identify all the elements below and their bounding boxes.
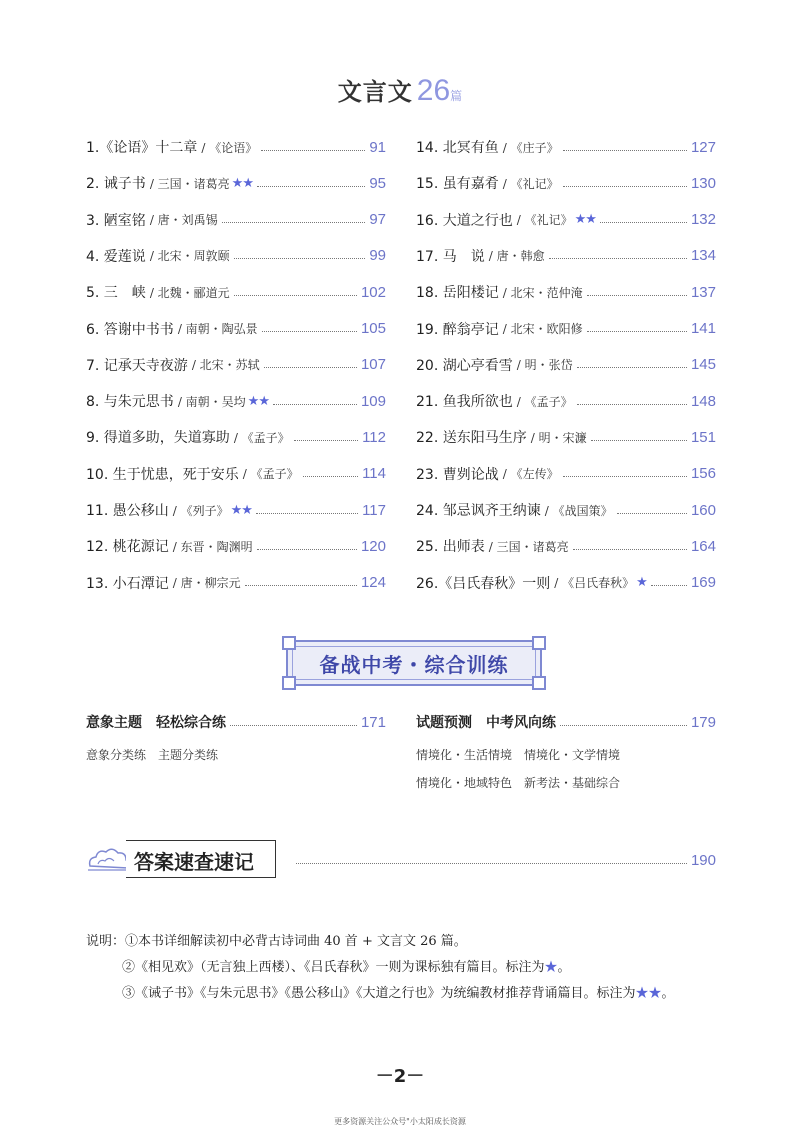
toc-entry[interactable]: [416, 571, 716, 595]
toc-entry-page: 97: [369, 211, 386, 229]
toc-entry-source: / 《列子》: [172, 503, 229, 518]
toc-entry-title: 1.《论语》十二章: [86, 140, 198, 156]
toc-entry[interactable]: [86, 171, 386, 195]
star-icon: ★★: [230, 502, 252, 518]
leader-dots: [587, 295, 687, 296]
footer-text: 更多资源关注公众号"小太阳成长资源: [334, 1117, 466, 1126]
toc-entry-source: / 唐・韩愈: [488, 249, 545, 264]
leader-dots: [296, 863, 687, 864]
title-unit: 篇: [450, 89, 463, 103]
toc-entry-source: / 北宋・周敦颐: [149, 249, 230, 264]
toc-entry-source: / 《孟子》: [242, 467, 299, 482]
toc-entry-source: / 南朝・陶弘景: [177, 322, 258, 336]
section-left-title: 意象主题 轻松综合练: [86, 715, 226, 731]
note-line-3: [122, 982, 675, 1001]
leader-dots: [245, 585, 357, 586]
section-right-page: 179: [690, 713, 716, 731]
toc-entry[interactable]: [416, 317, 716, 341]
section-banner: [286, 640, 542, 686]
leader-dots: [591, 440, 687, 441]
toc-entry-page: 130: [690, 174, 716, 192]
leader-dots: [600, 222, 687, 223]
answer-label: 答案速查速记: [134, 850, 254, 874]
toc-entry[interactable]: [86, 280, 386, 304]
leader-dots: [563, 476, 687, 477]
answer-banner[interactable]: [86, 840, 278, 878]
toc-entry-title: 15. 虽有嘉肴: [416, 176, 499, 193]
section-right-row[interactable]: [416, 710, 716, 734]
toc-entry[interactable]: [86, 571, 386, 595]
toc-entry[interactable]: [416, 498, 716, 522]
toc-entry-title: 7. 记承天寺夜游: [86, 357, 188, 374]
toc-entry[interactable]: [416, 280, 716, 304]
section-right-sub-2: 情境化・地域特色 新考法・基础综合: [416, 776, 621, 790]
toc-entry-title: 24. 邹忌讽齐王纳谏: [416, 503, 541, 519]
toc-entry[interactable]: [416, 534, 716, 558]
toc-entry-page: 95: [369, 174, 386, 192]
leader-dots: [273, 404, 357, 405]
toc-entry-page: 127: [690, 138, 716, 156]
toc-entry-title: 20. 湖心亭看雪: [416, 357, 513, 374]
note-line-3-end: 。: [661, 986, 675, 1001]
toc-entry[interactable]: [416, 353, 716, 377]
title-number: 26: [416, 74, 451, 107]
toc-entry-source: / 《孟子》: [233, 430, 290, 445]
leader-dots: [303, 476, 359, 477]
toc-entry-title: 12. 桃花源记: [86, 539, 169, 556]
toc-entry[interactable]: [416, 425, 716, 449]
toc-entry-page: 169: [690, 574, 716, 592]
leader-dots: [617, 513, 687, 514]
toc-entry-page: 156: [690, 465, 716, 483]
toc-entry-page: 99: [369, 247, 386, 265]
toc-entry-title: 14. 北冥有鱼: [416, 140, 499, 156]
toc-entry[interactable]: [86, 462, 386, 486]
toc-entry-title: 10. 生于忧患，死于安乐: [86, 466, 239, 483]
toc-entry-source: / 《战国策》: [544, 503, 613, 518]
section-left-subs: 意象分类练 主题分类练: [86, 748, 219, 762]
toc-entry-page: 141: [690, 320, 716, 337]
toc-entry-title: 11. 愚公移山: [86, 503, 169, 519]
toc-entry-page: 102: [360, 283, 386, 301]
toc-entry[interactable]: [86, 389, 386, 413]
toc-entry-title: 22. 送东阳马生序: [416, 430, 527, 447]
note-line-3-text: ③《诫子书》《与朱元思书》《愚公移山》《大道之行也》为统编教材推荐背诵篇目。标注为: [122, 986, 636, 1001]
toc-entry-title: 5. 三 峡: [86, 285, 146, 302]
toc-entry-source: / 唐・柳宗元: [172, 576, 241, 591]
toc-entry-title: 25. 出师表: [416, 539, 485, 556]
toc-entry-page: 145: [690, 356, 716, 374]
leader-dots: [577, 367, 687, 368]
answer-page: 190: [690, 851, 716, 869]
toc-entry[interactable]: [86, 534, 386, 558]
leader-dots: [549, 258, 687, 259]
leader-dots: [563, 186, 687, 187]
toc-entry[interactable]: [86, 317, 386, 341]
toc-entry-page: 137: [690, 283, 716, 301]
note-line-2: [122, 956, 571, 975]
title-main: 文言文: [337, 78, 413, 106]
leader-dots: [560, 725, 687, 726]
toc-entry-source: / 《论语》: [201, 140, 258, 155]
toc-entry-page: 105: [360, 320, 386, 337]
toc-entry-page: 107: [360, 356, 386, 374]
toc-entry-source: / 北宋・欧阳修: [502, 322, 583, 336]
toc-entry-title: 13. 小石潭记: [86, 575, 169, 592]
note-line-2-end: 。: [557, 960, 571, 975]
leader-dots: [262, 331, 357, 332]
leader-dots: [261, 150, 365, 151]
toc-entry[interactable]: [416, 171, 716, 195]
leader-dots: [577, 404, 687, 405]
toc-entry-page: 148: [690, 392, 716, 410]
toc-entry-page: 164: [690, 537, 716, 555]
toc-entry-title: 8. 与朱元思书: [86, 394, 174, 411]
leader-dots: [587, 331, 687, 332]
leader-dots: [222, 222, 366, 223]
toc-entry-page: 120: [360, 537, 386, 555]
toc-entry-title: 18. 岳阳楼记: [416, 285, 499, 302]
toc-entry[interactable]: [86, 244, 386, 268]
toc-entry-title: 6. 答谢中书书: [86, 321, 174, 338]
star-icon: ★★: [635, 986, 662, 1001]
toc-entry-source: / 《孟子》: [516, 394, 573, 409]
toc-entry-title: 9. 得道多助，失道寡助: [86, 430, 230, 447]
page-title: [0, 72, 800, 108]
toc-entry[interactable]: [416, 389, 716, 413]
toc-entry[interactable]: [416, 244, 716, 268]
note-line-2-text: ②《相见欢》（无言独上西楼）、《吕氏春秋》一则为课标独有篇目。标注为: [122, 960, 545, 975]
star-icon: ★★: [574, 212, 596, 228]
toc-entry-source: / 明・张岱: [516, 358, 573, 373]
toc-entry-source: / 北宋・苏轼: [191, 358, 260, 373]
toc-entry-title: 21. 鱼我所欲也: [416, 394, 513, 411]
page-number: －2－: [375, 1066, 425, 1087]
toc-entry[interactable]: [86, 353, 386, 377]
leader-dots: [563, 150, 687, 151]
toc-entry[interactable]: [86, 425, 386, 449]
leader-dots: [234, 258, 366, 259]
toc-entry-page: 112: [362, 428, 386, 446]
toc-entry[interactable]: [416, 135, 716, 159]
toc-entry-page: 124: [360, 574, 386, 592]
toc-entry-source: / 南朝・吴均: [177, 394, 246, 409]
answer-row[interactable]: [292, 848, 716, 872]
toc-entry-source: / 《左传》: [502, 467, 559, 482]
section-right-title: 试题预测 中考风向练: [416, 715, 556, 731]
toc-entry-source: / 北宋・范仲淹: [502, 285, 583, 300]
leader-dots: [257, 549, 357, 550]
leader-dots: [264, 367, 357, 368]
toc-entry-source: / 《礼记》: [516, 213, 573, 228]
toc-entry[interactable]: [416, 462, 716, 486]
toc-entry-page: 151: [690, 428, 716, 446]
toc-entry-title: 2. 诫子书: [86, 176, 146, 193]
toc-entry-source: / 三国・诸葛亮: [488, 539, 569, 554]
toc-entry-title: 23. 曹刿论战: [416, 466, 499, 483]
toc-entry-title: 4. 爱莲说: [86, 248, 146, 265]
toc-entry-source: / 三国・诸葛亮: [149, 176, 230, 191]
star-icon: ★★: [247, 393, 269, 409]
leader-dots: [573, 549, 687, 550]
section-left-row[interactable]: [86, 710, 386, 734]
toc-entry-source: / 北魏・郦道元: [149, 285, 230, 300]
banner-title: 备战中考・综合训练: [319, 653, 509, 677]
toc-entry[interactable]: [416, 208, 716, 232]
toc-entry-page: 114: [362, 465, 386, 483]
star-icon: ★★: [231, 175, 253, 191]
toc-entry-source: / 明・宋濂: [530, 430, 587, 445]
toc-entry-title: 19. 醉翁亭记: [416, 321, 499, 338]
toc-entry[interactable]: [86, 498, 386, 522]
toc-entry-title: 16. 大道之行也: [416, 212, 513, 229]
toc-entry-source: / 东晋・陶渊明: [172, 539, 253, 554]
toc-entry[interactable]: [86, 208, 386, 232]
toc-entry-page: 117: [362, 501, 386, 519]
star-icon: ★: [636, 575, 647, 591]
leader-dots: [230, 725, 357, 726]
toc-entry-source: / 《礼记》: [502, 176, 559, 191]
toc-entry-page: 132: [690, 211, 716, 229]
note-line-1: 说明：①本书详细解读初中必背古诗词曲 40 首 + 文言文 26 篇。: [86, 934, 467, 949]
toc-entry-source: / 《吕氏春秋》: [554, 576, 635, 591]
toc-entry-title: 3. 陋室铭: [86, 212, 146, 229]
leader-dots: [257, 186, 365, 187]
star-icon: ★: [544, 960, 558, 975]
toc-entry-page: 160: [690, 501, 716, 519]
leader-dots: [234, 295, 357, 296]
section-right-sub-1: 情境化・生活情境 情境化・文学情境: [416, 748, 621, 762]
toc-entry-title: 17. 马 说: [416, 248, 485, 265]
toc-entry-page: 134: [690, 247, 716, 265]
toc-entry-source: / 《庄子》: [502, 140, 559, 155]
toc-entry-source: / 唐・刘禹锡: [149, 213, 218, 228]
leader-dots: [294, 440, 358, 441]
leader-dots: [256, 513, 358, 514]
toc-entry-title: 26.《吕氏春秋》一则: [416, 575, 551, 592]
toc-entry[interactable]: [86, 135, 386, 159]
section-left-page: 171: [360, 713, 386, 731]
toc-entry-page: 91: [369, 138, 386, 156]
toc-entry-page: 109: [360, 392, 386, 410]
leader-dots: [651, 585, 687, 586]
